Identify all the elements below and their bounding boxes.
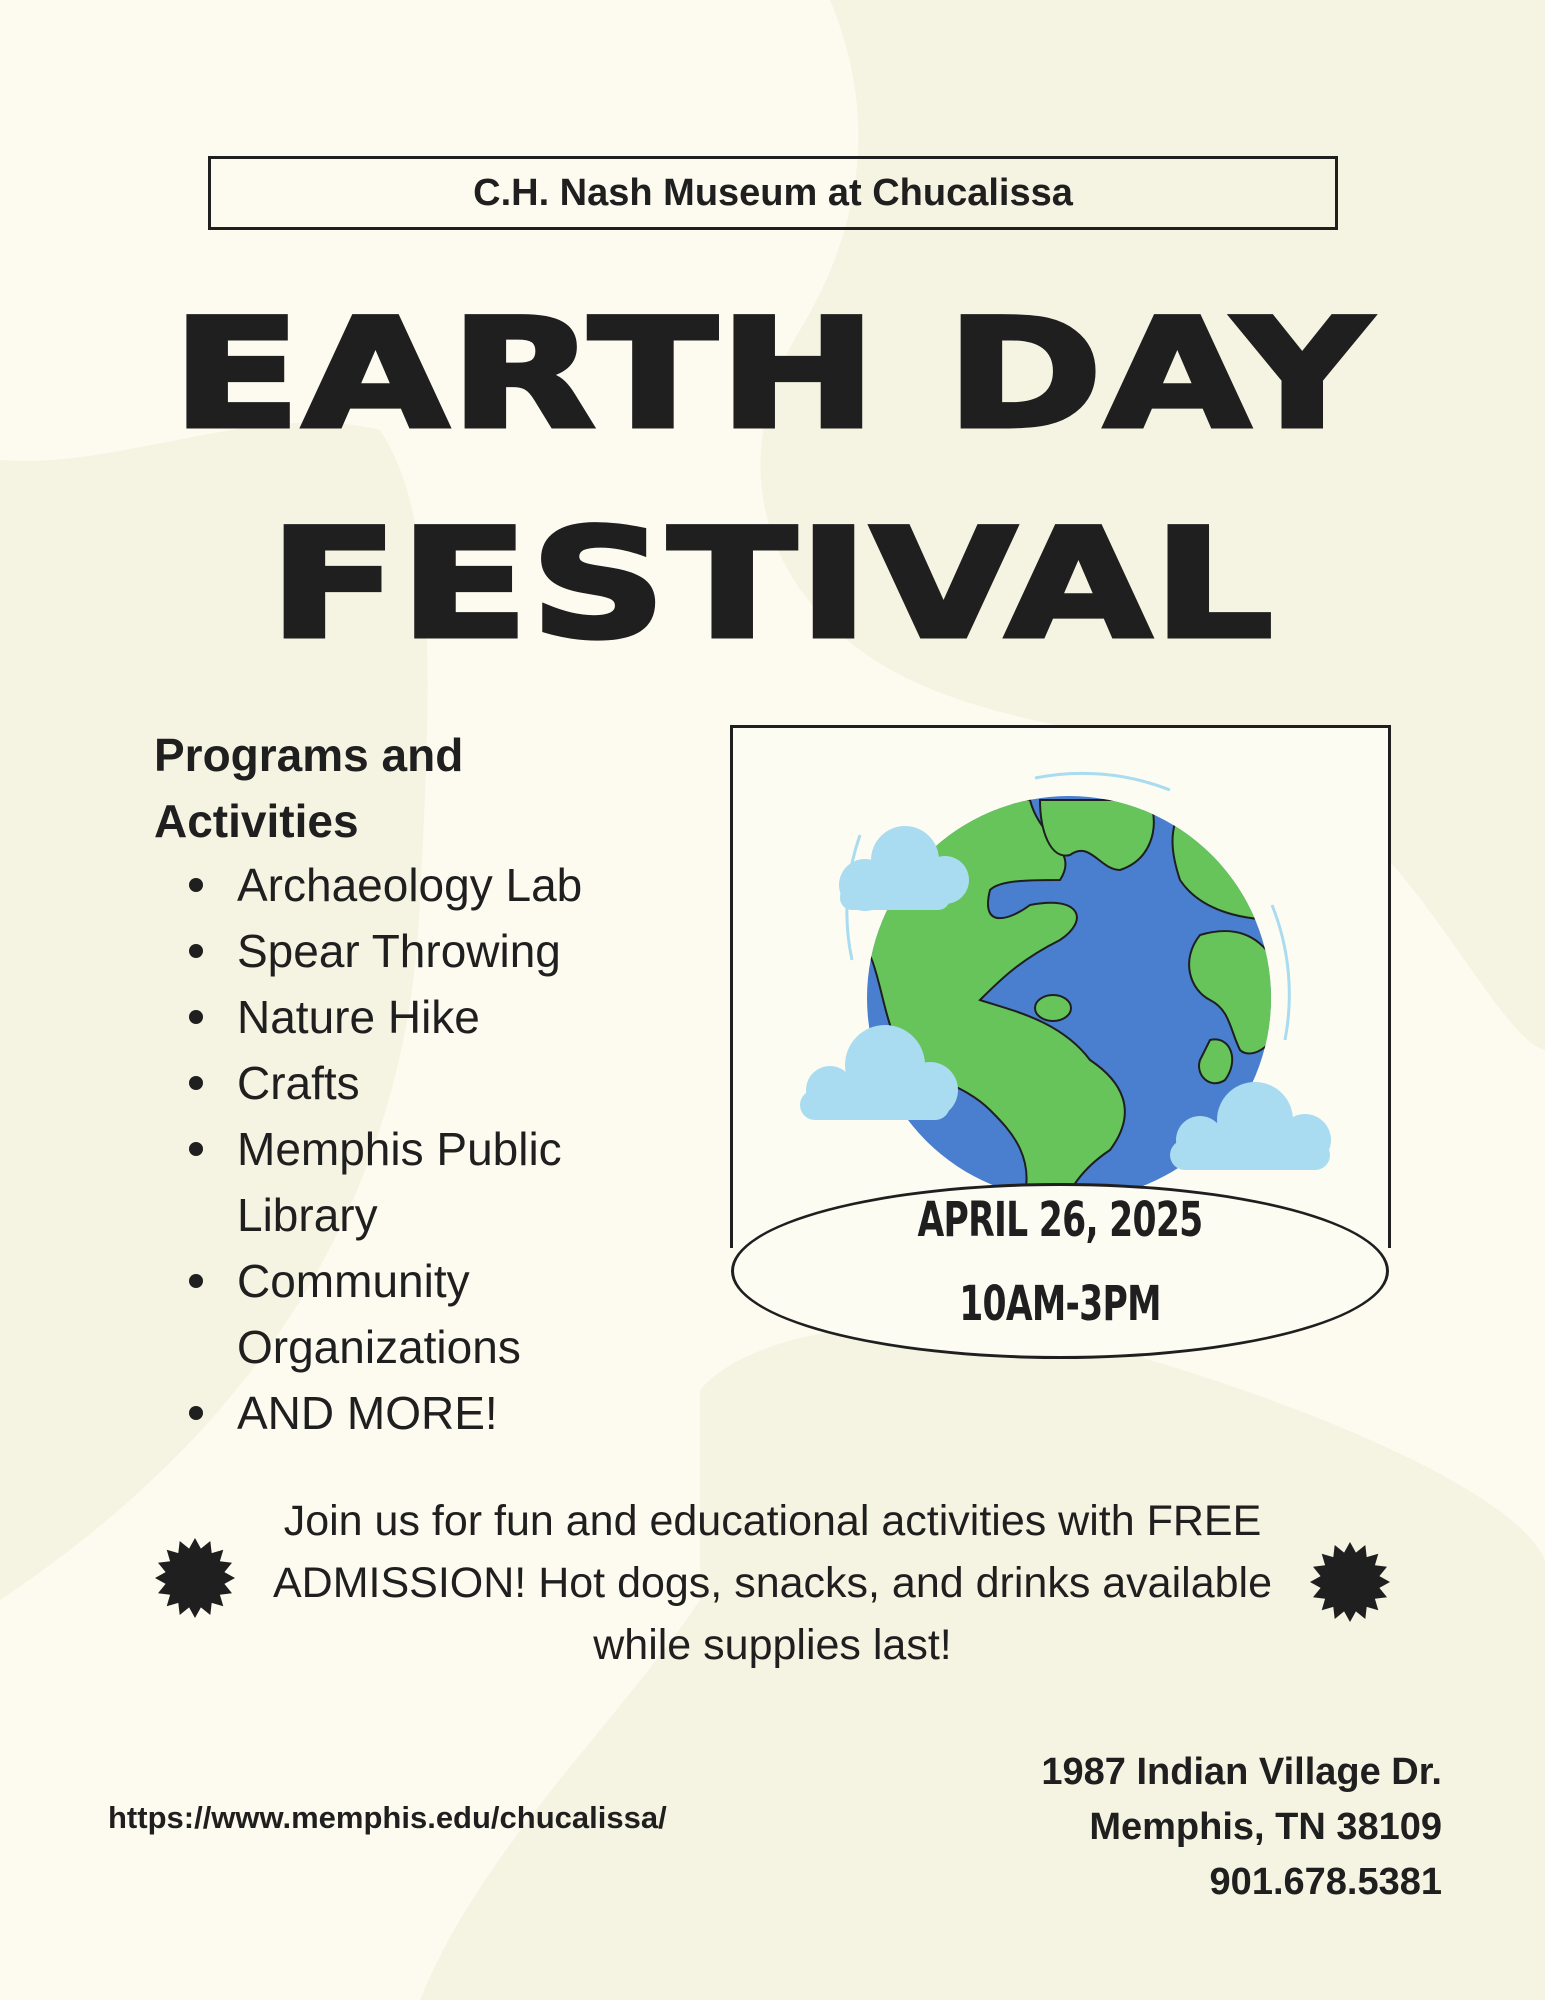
title-line-2: FESTIVAL xyxy=(269,498,1276,672)
list-item: Crafts xyxy=(185,1050,617,1116)
event-date: APRIL 26, 2025 xyxy=(917,1192,1203,1248)
event-time: 10AM-3PM xyxy=(959,1276,1161,1332)
title-line-1: EARTH DAY xyxy=(172,288,1373,462)
programs-list xyxy=(185,852,617,1446)
programs-heading: Programs and Activities xyxy=(154,729,464,847)
website-link[interactable]: https://www.memphis.edu/chucalissa/ xyxy=(108,1800,667,1835)
earth-globe-icon xyxy=(760,760,1380,1200)
address-line-1: 1987 Indian Village Dr. xyxy=(1041,1751,1442,1793)
list-item: Community Organizations xyxy=(185,1248,617,1380)
list-item: AND MORE! xyxy=(185,1380,617,1446)
list-item: Archaeology Lab xyxy=(185,852,617,918)
phone-number: 901.678.5381 xyxy=(1209,1861,1442,1903)
list-item: Spear Throwing xyxy=(185,918,617,984)
museum-name: C.H. Nash Museum at Chucalissa xyxy=(473,171,1073,214)
address-line-2: Memphis, TN 38109 xyxy=(1089,1806,1442,1848)
list-item: Memphis Public Library xyxy=(185,1116,617,1248)
museum-name-banner xyxy=(208,156,1338,230)
promo-text: Join us for fun and educational activities with FREE ADMISSION! Hot dogs, snacks, and drinks available while supplies last! xyxy=(273,1497,1272,1669)
starburst-icon xyxy=(154,1537,236,1619)
starburst-icon xyxy=(1309,1541,1391,1623)
list-item: Nature Hike xyxy=(185,984,617,1050)
contact-info xyxy=(1041,1745,1442,1910)
